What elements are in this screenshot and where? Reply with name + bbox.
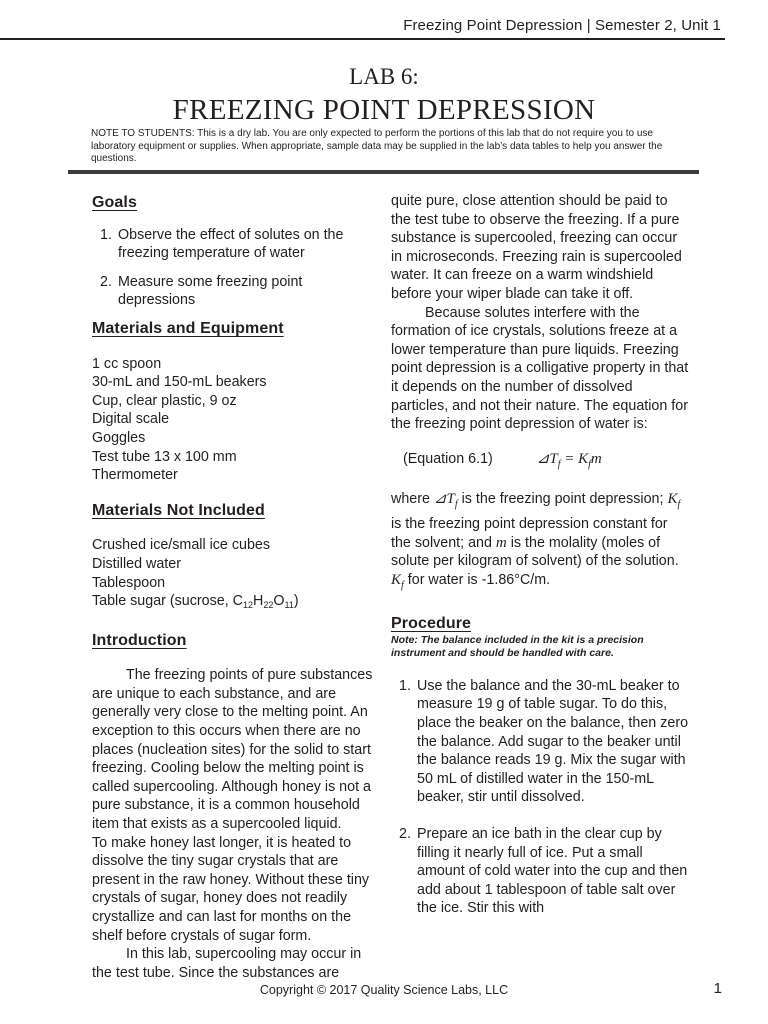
carbon-subscript: 12 bbox=[242, 600, 253, 611]
not-included-item: Distilled water bbox=[92, 555, 181, 572]
material-item: 30-mL and 150-mL beakers bbox=[92, 374, 267, 391]
step-number: 1. bbox=[399, 677, 411, 694]
sugar-suffix: ) bbox=[293, 593, 299, 610]
right-column bbox=[391, 194, 691, 918]
material-item: Goggles bbox=[92, 429, 146, 446]
sugar-item bbox=[92, 592, 382, 615]
equation-6-1 bbox=[391, 450, 691, 475]
goal-number: 1. bbox=[100, 226, 112, 243]
oxygen-symbol: O bbox=[273, 593, 285, 610]
procedure-heading-text: Procedure bbox=[391, 615, 472, 633]
hydrogen-symbol: H bbox=[253, 593, 264, 610]
equation-subscript: f bbox=[588, 458, 591, 470]
step-number: 2. bbox=[399, 826, 411, 843]
procedure-steps bbox=[391, 677, 691, 918]
explanation-subscript: f bbox=[401, 579, 404, 591]
not-included-heading: Materials Not Included bbox=[92, 501, 265, 519]
material-item: Test tube 13 x 100 mm bbox=[92, 448, 237, 465]
procedure-heading bbox=[391, 615, 691, 634]
procedure-step bbox=[391, 825, 691, 918]
materials-heading: Materials and Equipment bbox=[92, 319, 284, 337]
hydrogen-subscript: 22 bbox=[263, 600, 274, 611]
materials-list bbox=[92, 355, 382, 485]
equation-k: = K bbox=[560, 450, 589, 467]
explanation-k: K bbox=[667, 491, 678, 508]
lab-number: LAB 6: bbox=[349, 64, 419, 89]
not-included-item: Tablespoon bbox=[92, 574, 166, 591]
sugar-label: Table sugar (sucrose, C bbox=[92, 593, 243, 610]
goal-item bbox=[92, 226, 382, 263]
explanation-subscript: f bbox=[454, 499, 458, 511]
equation-explanation bbox=[391, 490, 691, 595]
lab-title: FREEZING POINT DEPRESSION bbox=[172, 94, 596, 126]
material-item: 1 cc spoon bbox=[92, 355, 162, 372]
oxygen-subscript: 11 bbox=[284, 600, 294, 611]
equation-label: (Equation 6.1) bbox=[403, 450, 493, 467]
introduction-heading: Introduction bbox=[92, 631, 187, 649]
left-column bbox=[92, 194, 382, 982]
procedure-note: Note: The balance included in the kit is a precision instrument and should be handled with care. bbox=[391, 633, 644, 659]
intro-paragraph-3: In this lab, supercooling may occur in the test tube. Since the substances are bbox=[92, 946, 362, 981]
explanation-k: K bbox=[391, 571, 402, 588]
equation-delta-t: ⊿T bbox=[536, 450, 558, 467]
explanation-subscript: f bbox=[677, 499, 681, 511]
goal-number: 2. bbox=[100, 273, 112, 290]
intro-paragraph-3-continued: quite pure, close attention should be paid to the test tube to observe the freezing. If a pure substance is supercooled, freezing can occur in microseconds. Freezing rain is supercooled water. It can freeze on a warm windshield before your wiper blade can take it off. bbox=[391, 193, 682, 302]
explanation-text: where bbox=[391, 491, 434, 508]
page-number: 1 bbox=[713, 980, 722, 997]
equation-m: m bbox=[590, 450, 602, 467]
goals-heading: Goals bbox=[92, 194, 137, 211]
explanation-delta-t: ⊿T bbox=[433, 491, 455, 508]
explanation-text: is the freezing point depression; bbox=[457, 491, 668, 508]
intro-paragraph-2: To make honey last longer, it is heated to dissolve the tiny sugar crystals that are present in the raw honey. Without these tiny crystals of sugar, honey does not readily crystallize and can last for months on the shelf before crystals of sugar form. bbox=[92, 834, 370, 944]
goal-text: Measure some freezing point depressions bbox=[118, 273, 303, 309]
material-item: Digital scale bbox=[92, 411, 170, 428]
explanation-text: for water is -1.86°C/m. bbox=[403, 571, 551, 588]
procedure-step bbox=[391, 677, 691, 807]
equation-subscript: f bbox=[557, 458, 561, 470]
step-text: Prepare an ice bath in the clear cup by filling it nearly full of ice. Put a small amount of cold water into the cup and then add about 1 tablespoon of table salt over the ice. Stir this with bbox=[417, 826, 688, 917]
intro-paragraph-1: The freezing points of pure substances are unique to each substance, and are generally very close to the melting point. An exception to this occurs when there are no places (nucleation sites) for the solid to start freezing. Cooling below the melting point is called supercooling. Although honey is not a pure substance, it is a common household item that exists as a supercooled liquid. bbox=[92, 667, 373, 833]
explanation-m: m bbox=[495, 534, 507, 551]
running-header: Freezing Point Depression | Semester 2, Unit 1 bbox=[403, 17, 721, 34]
material-item: Thermometer bbox=[92, 467, 178, 484]
header-rule bbox=[0, 38, 725, 40]
note-to-students: NOTE TO STUDENTS: This is a dry lab. You are only expected to perform the portions of this lab that do not require you to use laboratory equipment or supplies. When appropriate, sample data may be supplied in the lab’s data tables to help you answer the questions. bbox=[91, 128, 663, 164]
title-rule bbox=[68, 170, 699, 174]
not-included-list bbox=[92, 536, 382, 614]
step-text: Use the balance and the 30-mL beaker to measure 19 g of table sugar. To do this, place the beaker on the balance, then zero the balance. Add sugar to the beaker until the balance reads 19 g. Mix the sugar with 50 mL of distilled water in the 150-mL beaker, stir until dissolved. bbox=[417, 677, 689, 806]
material-item: Cup, clear plastic, 9 oz bbox=[92, 392, 237, 409]
explanation-text: is the molality (moles of solute per kilogram of solvent) of the solution. bbox=[391, 534, 679, 570]
goal-text: Observe the effect of solutes on the freezing temperature of water bbox=[118, 226, 344, 262]
not-included-item: Crushed ice/small ice cubes bbox=[92, 537, 270, 554]
explanation-text: is the freezing point depression constant for the solvent; and bbox=[391, 515, 668, 551]
goals-list bbox=[92, 226, 382, 310]
goal-item bbox=[92, 273, 382, 310]
intro-paragraph-4: Because solutes interfere with the formation of ice crystals, solutions freeze at a lower temperature than pure liquids. Freezing point depression is a colligative property in that it depends on the number of dissolved particles, and not their nature. The equation for the freezing point depression of water is: bbox=[391, 304, 689, 433]
footer-copyright: Copyright © 2017 Quality Science Labs, LLC bbox=[259, 983, 509, 997]
